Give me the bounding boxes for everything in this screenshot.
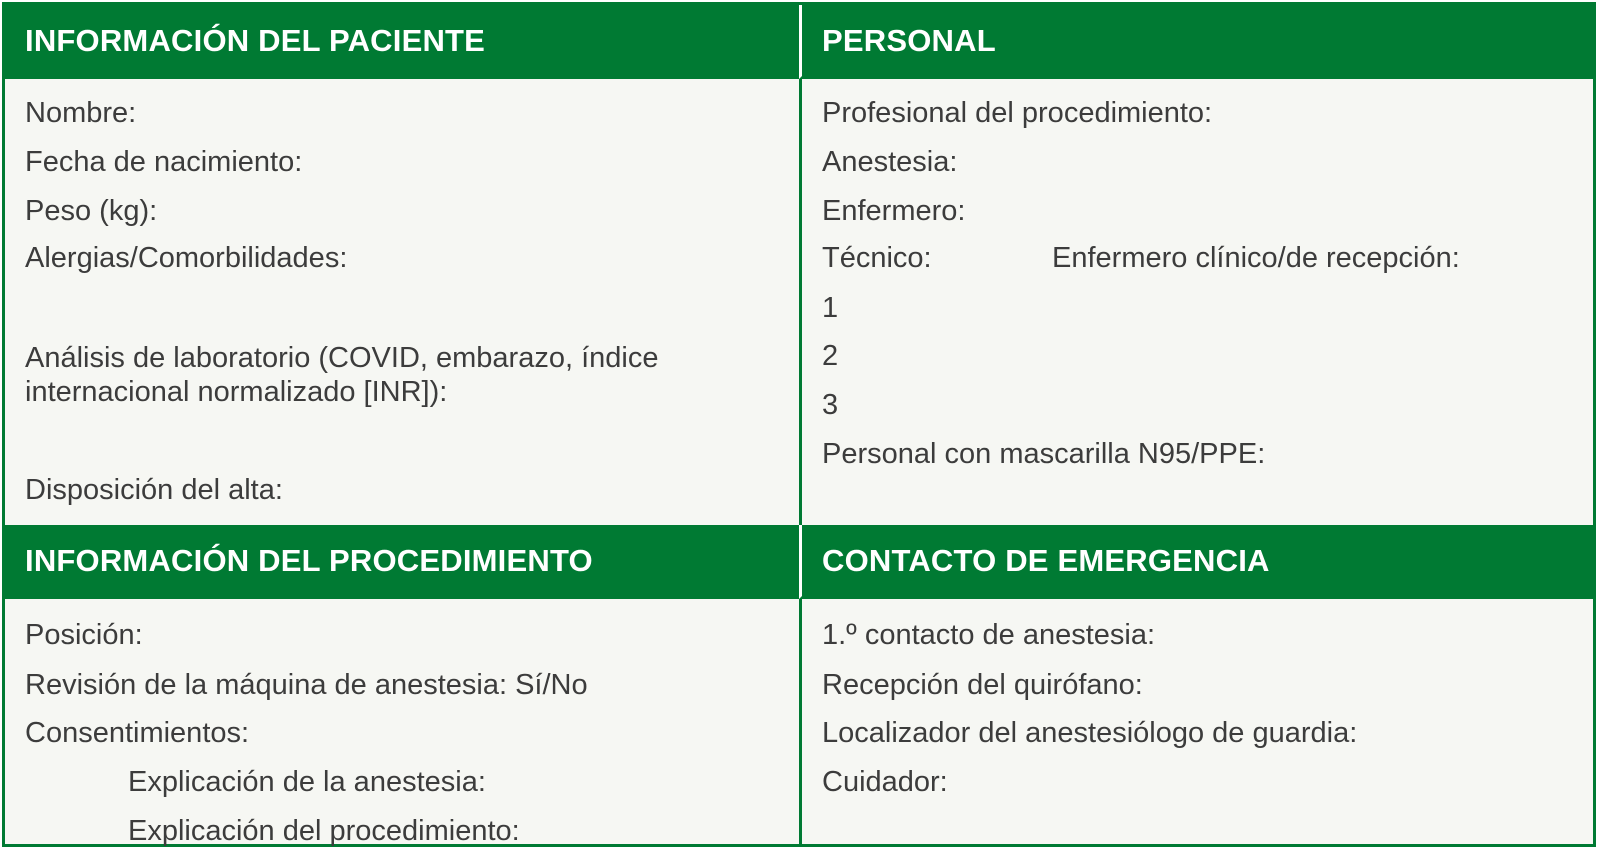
emergency-contact-title: CONTACTO DE EMERGENCIA <box>822 542 1270 578</box>
procedure-info-section <box>5 599 799 847</box>
field-weight: Peso (kg): <box>25 195 158 227</box>
field-reception-nurse: Enfermero clínico/de recepción: <box>1052 242 1460 274</box>
field-consents: Consentimientos: <box>25 717 250 749</box>
field-anesthesia: Anestesia: <box>822 146 958 178</box>
personnel-section <box>799 79 1593 525</box>
patient-info-section <box>5 79 799 525</box>
field-n95-ppe: Personal con mascarilla N95/PPE: <box>822 438 1266 470</box>
field-item-3: 3 <box>822 389 839 421</box>
personnel-header <box>799 5 1593 79</box>
field-oncall-pager: Localizador del anestesiólogo de guardia: <box>822 717 1358 749</box>
patient-info-header <box>5 5 799 79</box>
field-name: Nombre: <box>25 97 137 129</box>
field-item-2: 2 <box>822 340 839 372</box>
patient-info-title: INFORMACIÓN DEL PACIENTE <box>25 22 486 58</box>
field-technician: Técnico: <box>822 242 932 274</box>
personnel-title: PERSONAL <box>822 22 996 58</box>
field-procedure-explanation: Explicación del procedimiento: <box>128 815 520 847</box>
field-position: Posición: <box>25 619 143 651</box>
field-allergies: Alergias/Comorbilidades: <box>25 242 348 274</box>
field-proceduralist: Profesional del procedimiento: <box>822 97 1213 129</box>
field-first-anesthesia-contact: 1.º contacto de anestesia: <box>822 619 1156 651</box>
field-nurse: Enfermero: <box>822 195 966 227</box>
field-or-reception: Recepción del quirófano: <box>822 669 1143 701</box>
emergency-contact-section <box>799 599 1593 844</box>
field-caregiver: Cuidador: <box>822 766 948 798</box>
procedure-info-header <box>5 525 799 599</box>
field-birthdate: Fecha de nacimiento: <box>25 146 303 178</box>
field-anesthesia-explanation: Explicación de la anestesia: <box>128 766 486 798</box>
field-lab-analysis: Análisis de laboratorio (COVID, embarazo, índice internacional normalizado [INR]): <box>25 342 659 408</box>
field-item-1: 1 <box>822 292 839 324</box>
surgical-checklist-table <box>2 2 1596 847</box>
procedure-info-title: INFORMACIÓN DEL PROCEDIMIENTO <box>25 542 593 578</box>
emergency-contact-header <box>799 525 1593 599</box>
field-discharge: Disposición del alta: <box>25 474 283 506</box>
field-machine-check: Revisión de la máquina de anestesia: Sí/No <box>25 669 588 701</box>
